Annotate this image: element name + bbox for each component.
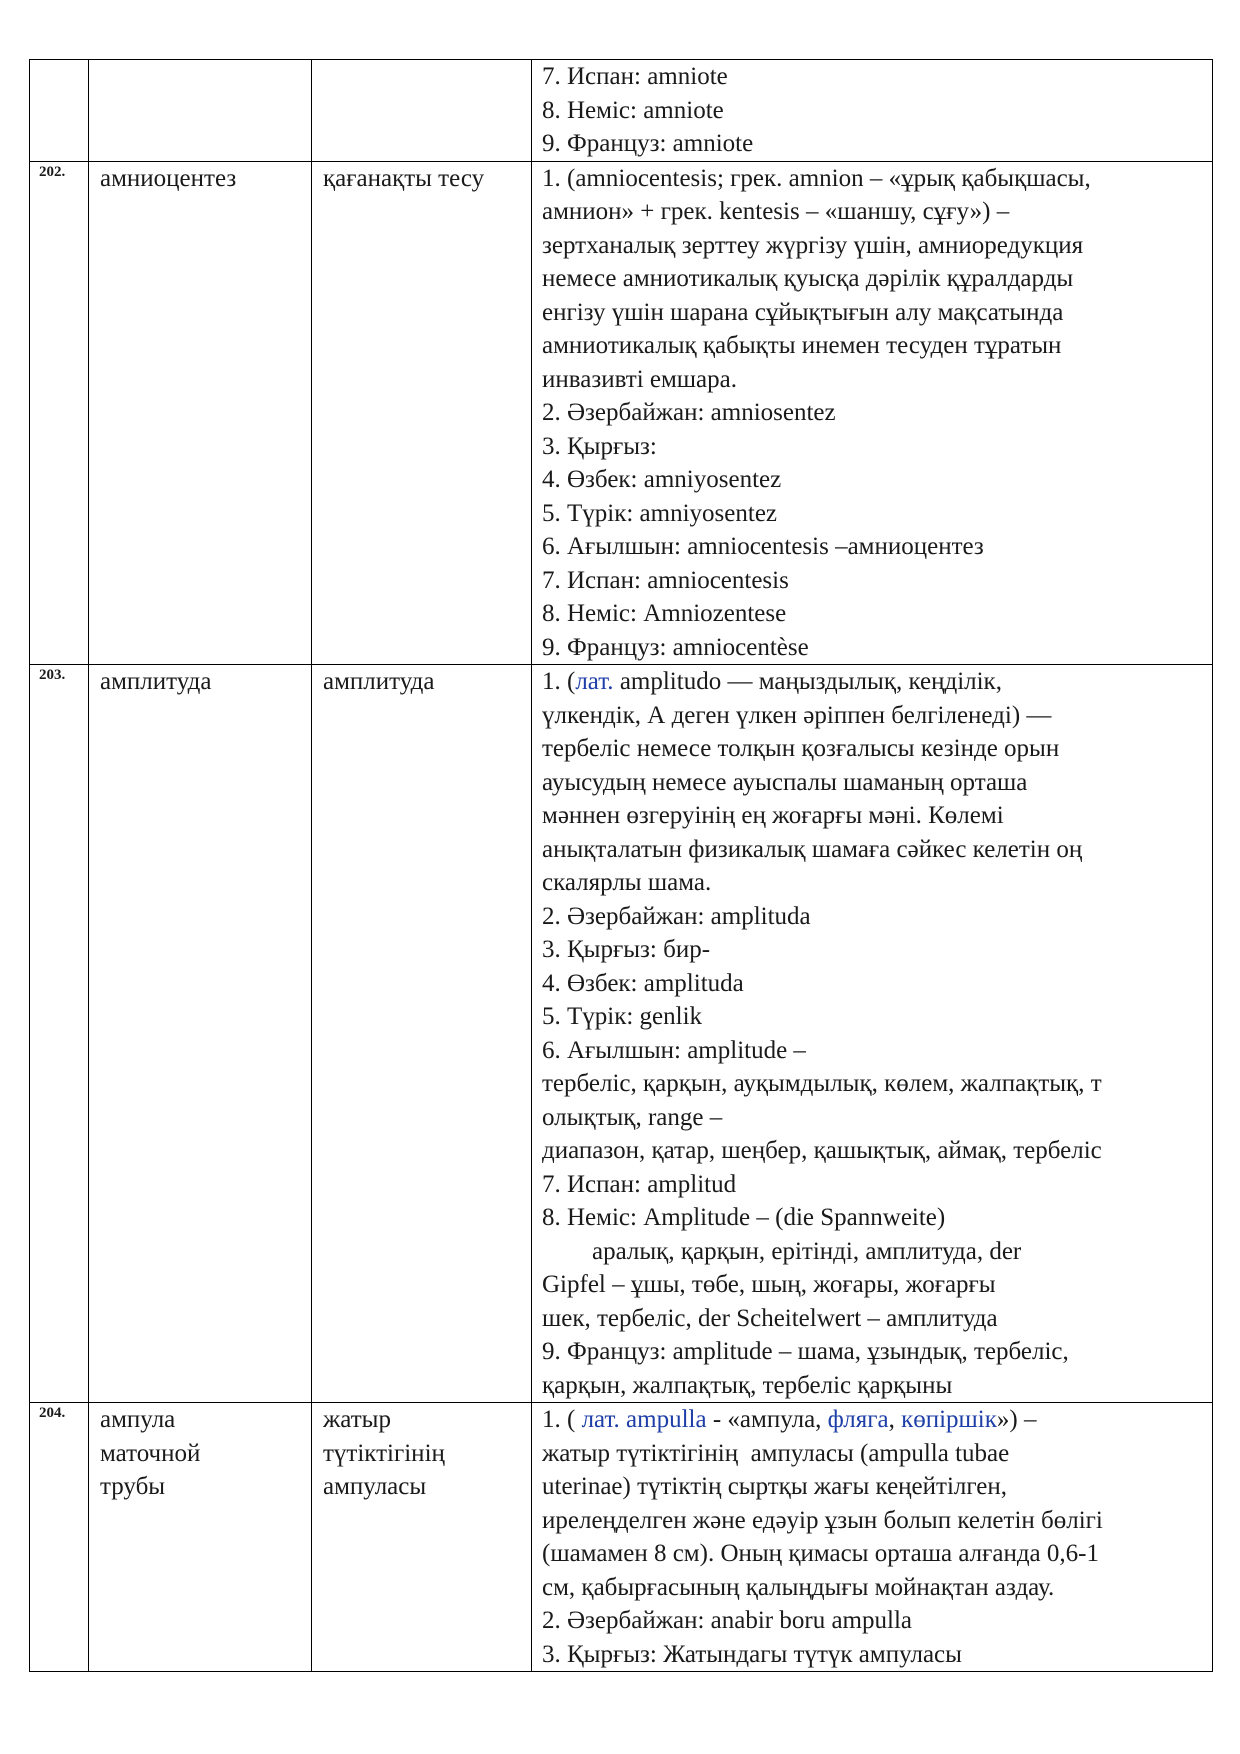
definition-text: 4. Өзбек: amniyosentez <box>542 466 782 493</box>
definition-text: 3. Қырғыз: <box>542 432 657 460</box>
definition-line <box>542 127 1208 161</box>
definition-line <box>542 631 1208 665</box>
definition-text: 7. Испан: amplitud <box>542 1170 737 1198</box>
definition-text: 1. (amniocentesis; грек. amnion – «ұрық қабықшасы, <box>542 164 1091 192</box>
definition-text: 1. ( <box>542 1406 582 1433</box>
definition-line <box>542 933 1208 967</box>
term-kazakh <box>312 60 532 162</box>
entry-number: 203. <box>30 665 89 1403</box>
definition-line <box>542 799 1208 833</box>
definition-text: амниотикалық қабықты инемен тесуден тұратын <box>542 332 1062 359</box>
definition-line <box>542 1034 1208 1068</box>
term-kazakh-line: жатыр <box>323 1406 391 1433</box>
term-russian <box>89 1403 312 1672</box>
definition-line <box>542 564 1208 598</box>
definition-line <box>542 1101 1208 1135</box>
definition-line <box>542 195 1208 229</box>
definition-line <box>542 463 1208 497</box>
term-russian-line: трубы <box>100 1473 166 1500</box>
definition-text: 1. ( <box>542 668 576 695</box>
term-russian-line: ампула <box>100 1406 176 1433</box>
definition-line <box>542 1504 1208 1538</box>
definition-line <box>542 1335 1208 1369</box>
definition-line <box>542 1369 1208 1403</box>
definition-line <box>542 699 1208 733</box>
definition-text: 6. Ағылшын: amplitude – <box>542 1036 806 1064</box>
definition-text: шек, тербеліс, der Scheitelwert – амплитуда <box>542 1304 998 1332</box>
definition-text: см, қабырғасының қалыңдығы мойнақтан аздау. <box>542 1573 1055 1601</box>
term-kazakh-line: ампуласы <box>323 1473 427 1500</box>
term-russian-line: маточной <box>100 1439 201 1467</box>
definition-line <box>542 967 1208 1001</box>
definition-line <box>542 732 1208 766</box>
definition-line <box>542 162 1208 196</box>
definition-line <box>542 1470 1208 1504</box>
definition-line <box>542 1134 1208 1168</box>
definition-text: немесе амниотикалық қуысқа дәрілік құралдарды <box>542 265 1074 292</box>
term-russian <box>89 60 312 162</box>
definition-line <box>542 833 1208 867</box>
definition-line <box>542 1235 1208 1269</box>
entry-number: 204. <box>30 1403 89 1672</box>
definition-text: қарқын, жалпақтық, тербеліс қарқыны <box>542 1371 953 1399</box>
definition-text: uterinae) түтіктің сыртқы жағы кеңейтілген, <box>542 1473 1008 1500</box>
term-kazakh <box>312 161 532 665</box>
definition-text: 8. Неміс: amniote <box>542 96 724 124</box>
definition-text: олықтық, range – <box>542 1103 723 1131</box>
definition-text: 9. Француз: amniote <box>542 130 754 157</box>
table-row <box>30 60 1213 162</box>
definition-text: Gipfel – ұшы, төбе, шың, жоғары, жоғарғы <box>542 1271 996 1298</box>
definition-line <box>542 766 1208 800</box>
definition-text: 5. Түрік: genlik <box>542 1003 703 1030</box>
definition-text: 9. Француз: amniocentèse <box>542 633 809 661</box>
definition-text: зертханалық зерттеу жүргізу үшін, амниоредукция <box>542 231 1084 259</box>
definition-line <box>542 1437 1208 1471</box>
definition-text: енгізу үшін шарана сұйықтығын алу мақсатында <box>542 298 1064 326</box>
definition-text: 3. Қырғыз: бир- <box>542 936 711 963</box>
definition-line <box>542 1201 1208 1235</box>
term-russian-line: амниоцентез <box>100 164 237 192</box>
definition-text: 5. Түрік: amniyosentez <box>542 499 778 527</box>
definition-line <box>542 497 1208 531</box>
hyperlink-text[interactable]: лат. ampulla <box>581 1406 707 1433</box>
definition-text: 2. Әзербайжан: amniosentez <box>542 399 836 426</box>
definition-line <box>542 1000 1208 1034</box>
definition-text: , <box>888 1406 902 1433</box>
definition-line <box>542 1403 1208 1437</box>
definition-text: 7. Испан: amniocentesis <box>542 566 789 594</box>
definition-line <box>542 329 1208 363</box>
definition-text: 4. Өзбек: amplituda <box>542 969 744 997</box>
hyperlink-text[interactable]: фляга <box>827 1406 889 1433</box>
definition-text: мәннен өзгеруінің ең жоғарғы мәні. Көлемі <box>542 802 1004 829</box>
definition-text: (шамамен 8 см). Оның қимасы орташа алғанда 0,6-1 <box>542 1540 1099 1567</box>
hyperlink-text[interactable]: көпіршік <box>901 1406 997 1433</box>
definition-line <box>542 229 1208 263</box>
table-row <box>30 665 1213 1403</box>
definition-text: 6. Ағылшын: amniocentesis –амниоцентез <box>542 533 984 560</box>
definition-text: диапазон, қатар, шеңбер, қашықтық, аймақ, тербеліс <box>542 1137 1102 1164</box>
definition-text: ») – <box>996 1406 1037 1433</box>
definition-line <box>542 1571 1208 1605</box>
definition-text: тербеліс немесе толқын қозғалысы кезінде орын <box>542 735 1060 762</box>
definition <box>532 665 1213 1403</box>
definition-text: жатыр түтіктігінің ампуласы (ampulla tubae <box>542 1439 1010 1467</box>
glossary-rows <box>30 60 1213 1672</box>
definition-line <box>542 363 1208 397</box>
definition-text: 3. Қырғыз: Жатындагы түтүк ампуласы <box>542 1640 962 1668</box>
definition-line <box>542 1537 1208 1571</box>
definition-text: 7. Испан: amniote <box>542 63 728 90</box>
definition-text: анықталатын физикалық шамаға сәйкес келетін оң <box>542 835 1083 863</box>
definition-line <box>542 1302 1208 1336</box>
glossary-table <box>29 59 1213 1672</box>
definition-line <box>542 597 1208 631</box>
definition-text: 8. Неміс: Amniozentese <box>542 600 787 627</box>
definition-text: инвазивті емшара. <box>542 365 737 393</box>
definition-line <box>542 430 1208 464</box>
definition-line <box>542 530 1208 564</box>
table-row <box>30 1403 1213 1672</box>
term-kazakh-line: түтіктігінің <box>323 1439 445 1467</box>
definition-line <box>542 1067 1208 1101</box>
term-russian-line: амплитуда <box>100 668 212 695</box>
definition-text: ирелеңделген және едәуір ұзын болып келетін бөлігі <box>542 1506 1103 1534</box>
definition-text: тербеліс, қарқын, ауқымдылық, көлем, жалпақтық, т <box>542 1070 1102 1097</box>
hyperlink-text[interactable]: лат. <box>575 668 614 695</box>
term-kazakh-line: қағанақты тесу <box>323 164 485 192</box>
entry-number <box>30 60 89 162</box>
definition-line <box>542 665 1208 699</box>
definition-text: 9. Француз: amplitude – шама, ұзындық, тербеліс, <box>542 1338 1069 1365</box>
term-russian <box>89 161 312 665</box>
definition-line <box>542 1168 1208 1202</box>
definition-line <box>542 1268 1208 1302</box>
definition-text: amplitudo — маңыздылық, кеңділік, <box>613 668 1002 695</box>
entry-number: 202. <box>30 161 89 665</box>
definition-line <box>542 1638 1208 1672</box>
term-kazakh <box>312 665 532 1403</box>
definition-text: 2. Әзербайжан: amplituda <box>542 902 811 930</box>
definition <box>532 161 1213 665</box>
definition-text: аралық, қарқын, ерітінді, амплитуда, der <box>542 1237 1022 1265</box>
definition-line <box>542 94 1208 128</box>
definition-text: амнион» + грек. kentesis – «шаншу, сұғу») – <box>542 198 1010 225</box>
definition-text: ауысудың немесе ауыспалы шаманың орташа <box>542 768 1028 796</box>
definition-text: үлкендік, А деген үлкен әріппен белгіленеді) — <box>542 701 1052 729</box>
definition-line <box>542 900 1208 934</box>
definition-line <box>542 60 1208 94</box>
definition <box>532 60 1213 162</box>
definition-line <box>542 262 1208 296</box>
definition-text: - «ампула, <box>706 1406 828 1433</box>
definition-line <box>542 396 1208 430</box>
definition-line <box>542 296 1208 330</box>
definition <box>532 1403 1213 1672</box>
term-kazakh-line: амплитуда <box>323 668 435 695</box>
definition-text: 2. Әзербайжан: anabir boru ampulla <box>542 1607 912 1634</box>
term-kazakh <box>312 1403 532 1672</box>
term-russian <box>89 665 312 1403</box>
definition-line <box>542 866 1208 900</box>
definition-text: скалярлы шама. <box>542 869 712 896</box>
table-row <box>30 161 1213 665</box>
definition-line <box>542 1604 1208 1638</box>
definition-text: 8. Неміс: Amplitude – (die Spannweite) <box>542 1204 946 1231</box>
